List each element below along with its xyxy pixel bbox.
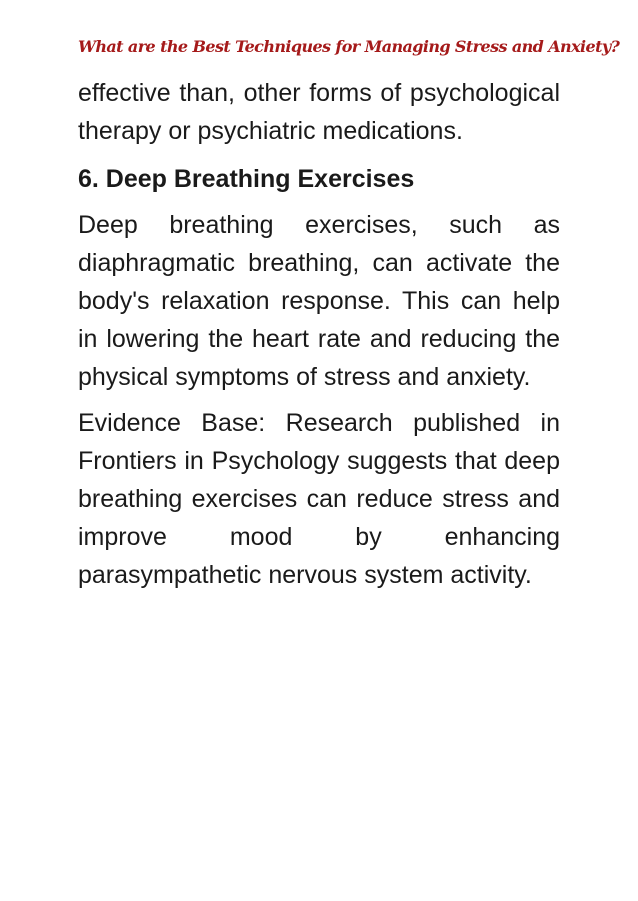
section-heading: 6. Deep Breathing Exercises — [78, 165, 415, 193]
body-paragraph: Deep breathing exercises, such as diaphragmatic breathing, can activate the body's relaxation response. This can help in lowering the heart rate and reducing the physical symptoms of stress and anxiety. — [78, 211, 560, 391]
running-header-title: What are the Best Techniques for Managing Stress and Anxiety? — [78, 37, 620, 56]
continued-paragraph: effective than, other forms of psychological therapy or psychiatric medications. — [78, 79, 560, 145]
evidence-paragraph: Evidence Base: Research published in Frontiers in Psychology suggests that deep breathing exercises can reduce stress and improve mood by enhancing parasympathetic nervous system activity. — [78, 409, 560, 589]
page-content — [78, 74, 560, 594]
